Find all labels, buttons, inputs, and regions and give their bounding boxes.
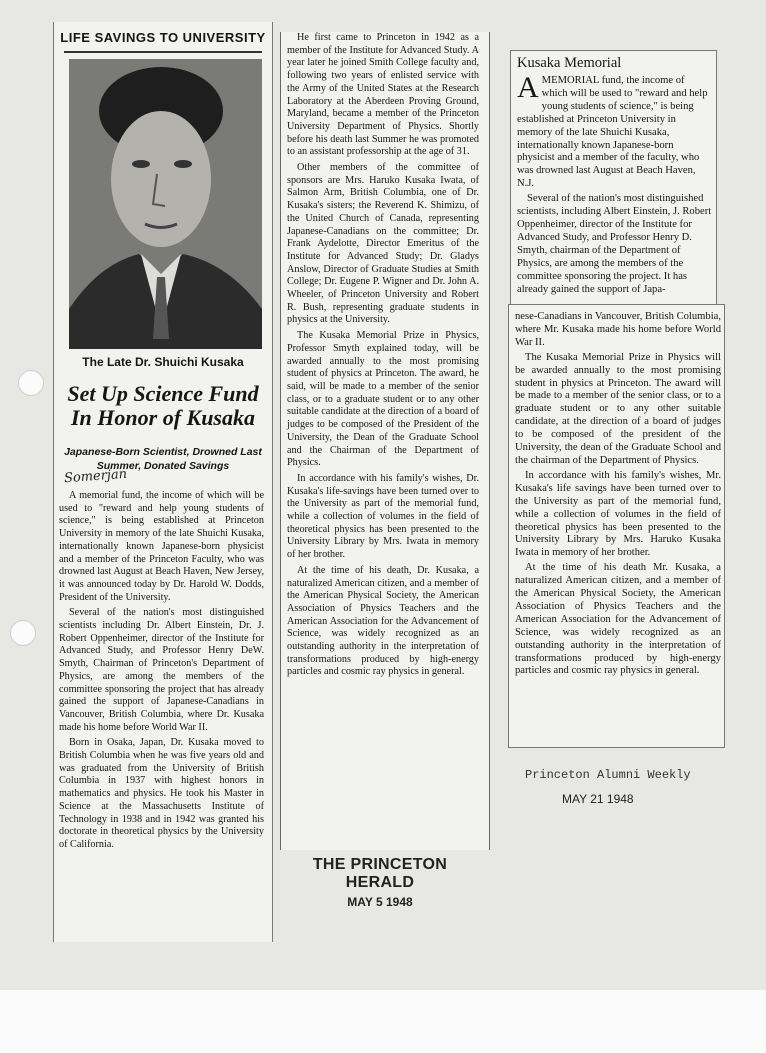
clipping-alumni-weekly-part1 [510, 50, 717, 308]
paragraph: A memorial fund, the income of which will be used to "reward and help young students of science," is being established at Princeton University in memory of the late Shuichi Kusaka, internationally known Japanese-born physicist and a member of the Princeton Faculty, who was drowned last August at Beach Haven, New Jersey, it was announced today by Dr. Harold W. Dodds, President of the University. [59, 490, 265, 603]
handwritten-annotation: Somerjan [63, 466, 128, 487]
paragraph [517, 71, 713, 191]
punch-hole [18, 370, 44, 396]
portrait-photo [69, 59, 262, 349]
article-title: Kusaka Memorial [517, 55, 622, 71]
punch-hole [10, 620, 36, 646]
paragraph: The Kusaka Memorial Prize in Physics will be awarded annually to the most promising student in physics at Princeton. The award will be made to a member of the senior class, or to a graduate student or to any other suitable candidate, at the direction of a board of judges to be composed of the president of the University, the dean of the Graduate School and the chairman of the Department of Physics. [515, 351, 721, 466]
divider [64, 51, 262, 53]
clipping-alumni-weekly-part2 [508, 304, 725, 748]
source-date: MAY 21 1948 [562, 792, 634, 806]
paragraph: In accordance with his family's wishes, Mr. Kusaka's life savings have been turned over to the University as part of the memorial fund, while a collection of volumes in the field of theoretical physics has been presented to the University Library by Mrs. Haruko Kusaka Iwata in memory of her brother. [515, 469, 721, 559]
paragraph: In accordance with his family's wishes, Dr. Kusaka's life-savings have been turned over to the University as part of the memorial fund, while a collection of volumes in the field of theoretical physics has been presented to the University Library by Mrs. Iwata in memory of her brother. [287, 472, 479, 561]
paragraph-text: MEMORIAL fund, the income of which will be used to "reward and help young students of science," is being established at Princeton University in memory of the late Shuichi Kusaka, internationally known Japanese-born physicist and a member of the faculty, who was drowned last August at Beach Haven, N.J. [517, 75, 708, 190]
clipping-herald-part2 [280, 32, 490, 850]
paragraph: nese-Canadians in Vancouver, British Columbia, where Mr. Kusaka made his home before World War II. [515, 311, 721, 348]
clipping-header: LIFE SAVINGS TO UNIVERSITY [60, 30, 266, 45]
paragraph: Born in Osaka, Japan, Dr. Kusaka moved to British Columbia when he was five years old and was graduated from the University of British Columbia in 1937 with highest honors in mathematics and physics. He took his Master in Science at the Massachusetts Institute of Technology in 1938 and in 1942 was granted his doctorate in theoretical physics by the University of California. [59, 737, 264, 850]
article-body [515, 311, 721, 680]
subheadline: Japanese-Born Scientist, Drowned Last Summer, Donated Savings [64, 446, 262, 472]
clipping-herald-part1 [53, 22, 273, 942]
page-margin [0, 990, 766, 1053]
paragraph: Other members of the committee of sponsors are Mrs. Haruko Kusaka Iwata, of Salmon Arm, British Columbia, one of Dr. Kusaka's sisters; the Reverend K. Shimizu, of the United Church of Canada, representing Japanese-Canadians on the committee; Dr. Frank Aydelotte, Director Emeritus of the Institute for Advanced Study; Dr. Gladys Anslow, Director of Graduate Studies at Smith College; Dr. Eugene P. Wigner and Dr. John A. Wheeler, of Princeton University and Robert R. Bush, representing graduate students in physics at the University. [287, 162, 479, 326]
paragraph: At the time of his death, Dr. Kusaka, a naturalized American citizen, and a member of the American Physical Society, the American Association of Physics Teachers and the American Association for the Advancement of Science, was widely recognized as an outstanding authority in the interpretation of transformations produced by high-energy particles and cosmic ray physics in general. [287, 564, 479, 678]
drop-cap: A [517, 71, 539, 104]
article-body [59, 490, 264, 855]
source-name: THE PRINCETON HERALD [312, 856, 448, 891]
source-date: MAY 5 1948 [347, 895, 413, 909]
paragraph: At the time of his death Mr. Kusaka, a naturalized American citizen, and a member of the American Physical Society, the American Association of Physics Teachers and the American Association for the Advancement of Science, was widely recognized as an outstanding authority in the interpretation of transformations produced by high-energy particles and cosmic ray physics in general. [515, 562, 721, 677]
article-body [517, 71, 713, 298]
paragraph: The Kusaka Memorial Prize in Physics, Professor Smyth explained today, will be awarded annually to the most promising student of physics at Princeton. The award, he said, will be made to a member of the senior class, or to a graduate student or to any other suitable candidate at the direction of a board of judges to be composed of the President of the University, the Dean of the Graduate School and the Chairman of the Department of Physics. [287, 330, 479, 469]
paragraph: He first came to Princeton in 1942 as a member of the Institute for Advanced Study. A year later he joined Smith College faculty and, following two years of enlisted service with the Army of the United States at the Research Laboratory at the Aberdeen Proving Ground, Maryland, became a member of the Princeton University Department of Physics. Shortly before his death last Summer he was promoted to an assistant professorship at the age of 31. [287, 32, 479, 158]
photo-caption: The Late Dr. Shuichi Kusaka [82, 355, 244, 369]
source-stamp [280, 856, 480, 909]
article-body [287, 32, 479, 682]
paragraph: Several of the nation's most distinguished scientists including Dr. Albert Einstein, Dr. J. Robert Oppenheimer, director of the Institute for Advanced Study, and Professor Henry DeW. Smyth, Chairman of Princeton's Department of Physics, are among the members of the committee sponsoring the project that has already gained the support of Japanese-Canadians in Vancouver, British Columbia, where Dr. Kusaka made his home before World War II. [59, 607, 264, 733]
headline: Set Up Science Fund In Honor of Kusaka [67, 381, 259, 430]
paragraph: Several of the nation's most distinguished scientists, including Albert Einstein, J. Robert Oppenheimer, director of the Institute for Advanced Study, and Professor Henry D. Smyth, chairman of the Department of Physics, are among the members of the committee sponsoring the project. It has already gained the support of Japa- [517, 193, 712, 295]
source-name: Princeton Alumni Weekly [525, 768, 691, 782]
